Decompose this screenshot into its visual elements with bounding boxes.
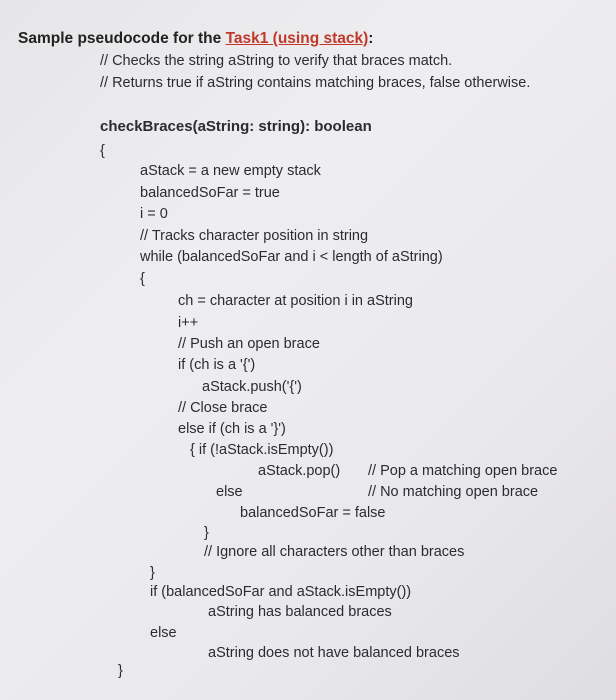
code-line: // Push an open brace [178, 336, 320, 352]
code-line: aString does not have balanced braces [208, 645, 460, 661]
code-line: aStack.push('{') [202, 379, 302, 395]
code-line: } [204, 525, 209, 541]
code-line: aStack = a new empty stack [140, 163, 321, 179]
code-line: else [216, 484, 243, 500]
code-line: balancedSoFar = false [240, 505, 386, 521]
code-line: else [150, 625, 177, 641]
code-line: aString has balanced braces [208, 604, 392, 620]
page-title [18, 30, 373, 48]
code-line: // Ignore all characters other than braces [204, 544, 465, 560]
code-line: } [150, 565, 155, 581]
code-line: // Close brace [178, 400, 268, 416]
function-signature: checkBraces(aString: string): boolean [100, 118, 372, 135]
title-suffix: : [368, 30, 374, 47]
code-line: { [140, 271, 145, 287]
code-line: balancedSoFar = true [140, 185, 280, 201]
code-line: i = 0 [140, 206, 168, 222]
code-line: i++ [178, 315, 199, 331]
code-line: { [100, 143, 105, 159]
code-line: { if (!aStack.isEmpty()) [190, 442, 334, 458]
code-line: if (ch is a '{') [178, 357, 256, 373]
code-comment: // Pop a matching open brace [368, 463, 558, 479]
code-line: if (balancedSoFar and aStack.isEmpty()) [150, 584, 412, 600]
code-line: // Tracks character position in string [140, 228, 369, 244]
code-line: aStack.pop() [258, 463, 341, 479]
code-line: while (balancedSoFar and i < length of aString) [140, 249, 443, 265]
code-line: else if (ch is a '}') [178, 421, 286, 437]
code-comment: // No matching open brace [368, 484, 539, 500]
code-line: ch = character at position i in aString [178, 293, 413, 309]
task-link[interactable]: Task1 (using stack) [225, 30, 369, 47]
title-prefix: Sample pseudocode for the [18, 30, 226, 47]
comment-line-1: // Checks the string aString to verify that braces match. [100, 53, 453, 69]
comment-line-2: // Returns true if aString contains matching braces, false otherwise. [100, 75, 531, 91]
code-line: } [118, 663, 123, 679]
